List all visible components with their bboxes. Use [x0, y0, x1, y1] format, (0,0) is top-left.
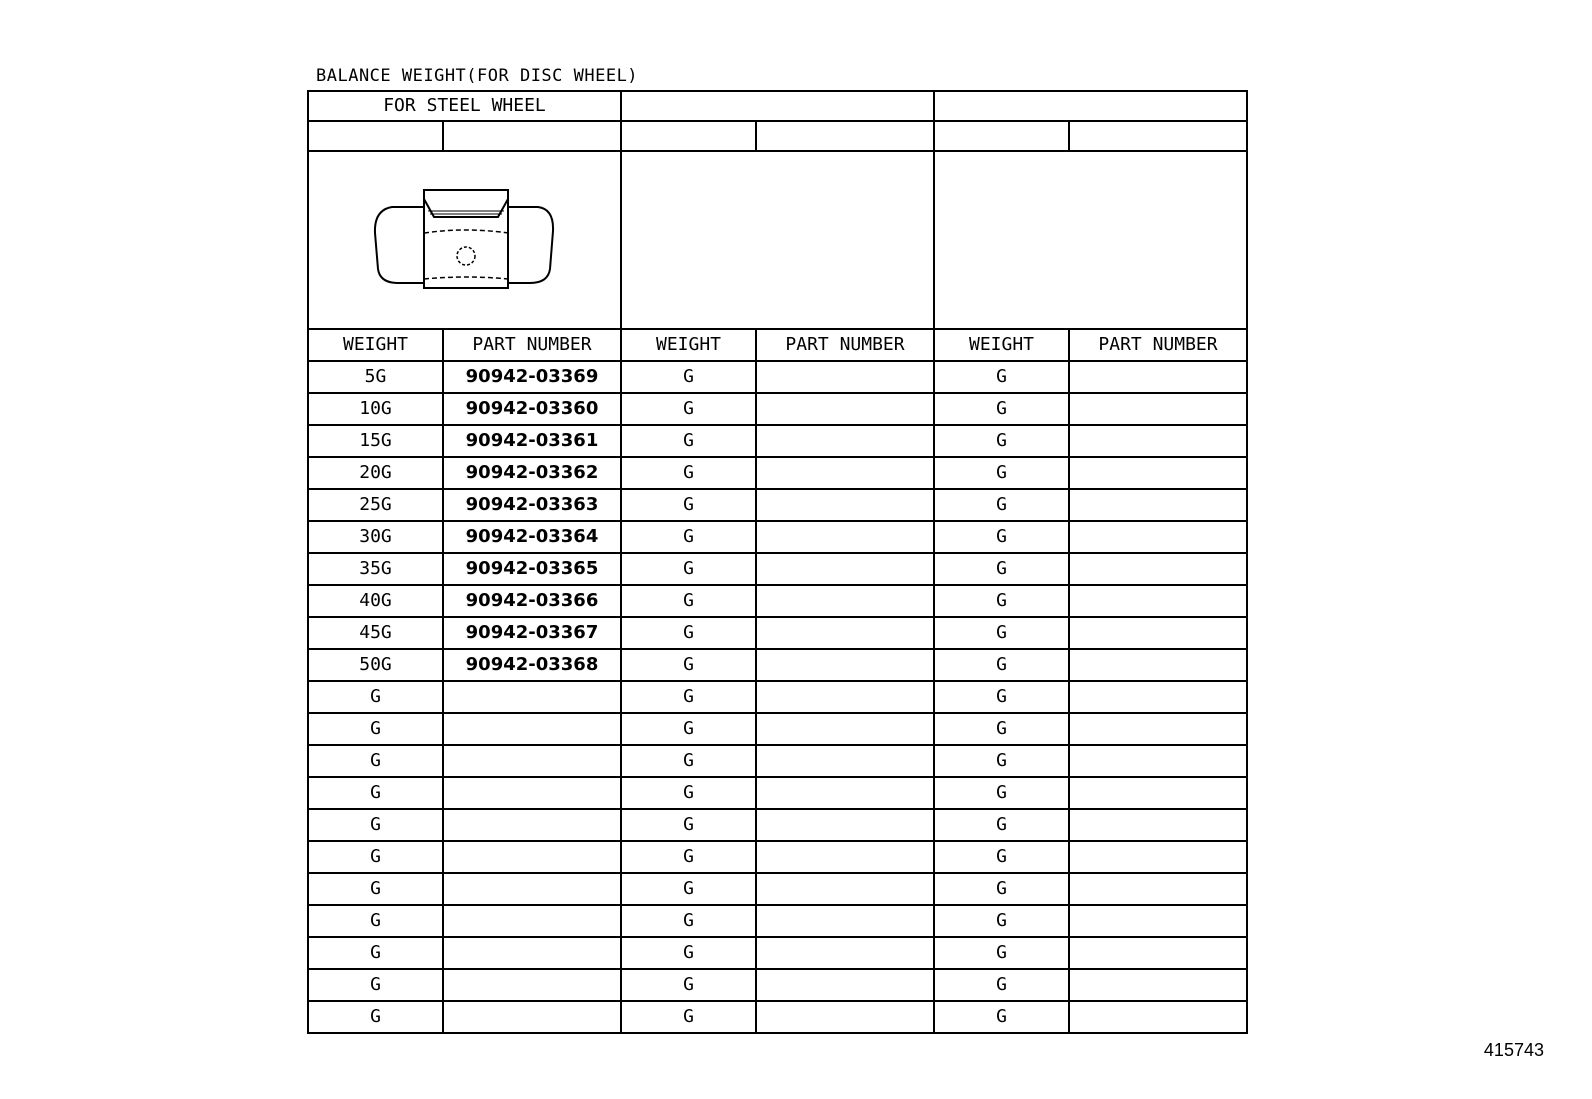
- part-number-cell: [1069, 841, 1247, 873]
- weight-cell: G: [308, 713, 443, 745]
- balance-weight-table: [307, 90, 1248, 1034]
- part-number-cell: [443, 681, 621, 713]
- part-number-cell: 90942-03364: [443, 521, 621, 553]
- part-number-cell: [1069, 393, 1247, 425]
- part-number-cell: [756, 841, 934, 873]
- part-number-cell: [1069, 361, 1247, 393]
- weight-cell: G: [621, 489, 756, 521]
- part-number-cell: 90942-03368: [443, 649, 621, 681]
- column-header-part-number: PART NUMBER: [443, 329, 621, 361]
- part-number-cell: [1069, 713, 1247, 745]
- part-number-cell: [443, 809, 621, 841]
- part-number-cell: [1069, 777, 1247, 809]
- table-row: [308, 777, 1247, 809]
- part-number-cell: [443, 777, 621, 809]
- part-number-cell: [756, 393, 934, 425]
- weight-cell: 50G: [308, 649, 443, 681]
- weight-cell: G: [308, 841, 443, 873]
- group-label-2: [621, 91, 934, 121]
- part-number-cell: 90942-03363: [443, 489, 621, 521]
- weight-cell: G: [934, 905, 1069, 937]
- table-row: [308, 969, 1247, 1001]
- weight-cell: G: [934, 585, 1069, 617]
- weight-cell: G: [621, 809, 756, 841]
- weight-cell: G: [621, 905, 756, 937]
- part-number-cell: [1069, 425, 1247, 457]
- sub-cell: [756, 121, 934, 151]
- part-number-cell: 90942-03365: [443, 553, 621, 585]
- part-number-cell: [443, 905, 621, 937]
- table-row: [308, 745, 1247, 777]
- part-number-cell: [756, 681, 934, 713]
- part-number-cell: [1069, 457, 1247, 489]
- weight-cell: G: [308, 1001, 443, 1033]
- table-row: [308, 521, 1247, 553]
- column-header-part-number: PART NUMBER: [756, 329, 934, 361]
- weight-cell: G: [621, 937, 756, 969]
- part-number-cell: [1069, 617, 1247, 649]
- table-row: [308, 937, 1247, 969]
- weight-cell: G: [308, 681, 443, 713]
- table-row: [308, 617, 1247, 649]
- sub-cell: [308, 121, 443, 151]
- table-row: [308, 905, 1247, 937]
- group-label-3: [934, 91, 1247, 121]
- weight-cell: G: [621, 585, 756, 617]
- part-number-cell: [756, 873, 934, 905]
- part-number-cell: [1069, 969, 1247, 1001]
- weight-cell: G: [934, 777, 1069, 809]
- sub-cell: [1069, 121, 1247, 151]
- weight-cell: G: [934, 809, 1069, 841]
- weight-cell: G: [934, 713, 1069, 745]
- part-number-cell: 90942-03366: [443, 585, 621, 617]
- balance-weight-clip-icon: [370, 185, 560, 295]
- weight-cell: G: [621, 521, 756, 553]
- weight-cell: G: [934, 617, 1069, 649]
- table-row: [308, 649, 1247, 681]
- weight-cell: G: [621, 841, 756, 873]
- weight-cell: G: [934, 457, 1069, 489]
- sub-cell: [443, 121, 621, 151]
- part-number-cell: [756, 361, 934, 393]
- part-number-cell: [443, 873, 621, 905]
- part-number-cell: 90942-03360: [443, 393, 621, 425]
- part-number-cell: 90942-03361: [443, 425, 621, 457]
- part-number-cell: [756, 649, 934, 681]
- weight-cell: G: [621, 969, 756, 1001]
- weight-cell: G: [621, 361, 756, 393]
- table-row: [308, 681, 1247, 713]
- column-header-weight: WEIGHT: [308, 329, 443, 361]
- part-number-cell: 90942-03369: [443, 361, 621, 393]
- part-number-cell: [443, 841, 621, 873]
- weight-cell: G: [308, 809, 443, 841]
- weight-cell: G: [934, 649, 1069, 681]
- table-row: [308, 1001, 1247, 1033]
- sub-cell: [621, 121, 756, 151]
- weight-cell: 10G: [308, 393, 443, 425]
- part-number-cell: [443, 969, 621, 1001]
- part-number-cell: [756, 937, 934, 969]
- weight-cell: G: [934, 937, 1069, 969]
- table-row: [308, 489, 1247, 521]
- weight-cell: G: [621, 649, 756, 681]
- weight-cell: 30G: [308, 521, 443, 553]
- document-id: 415743: [1483, 1040, 1544, 1060]
- weight-cell: G: [621, 617, 756, 649]
- weight-cell: G: [621, 745, 756, 777]
- table-row: [308, 873, 1247, 905]
- part-number-cell: [756, 1001, 934, 1033]
- part-number-cell: [1069, 937, 1247, 969]
- weight-cell: G: [621, 777, 756, 809]
- table-row: [308, 553, 1247, 585]
- weight-cell: G: [934, 393, 1069, 425]
- part-number-cell: [756, 489, 934, 521]
- part-number-cell: 90942-03362: [443, 457, 621, 489]
- part-number-cell: [1069, 905, 1247, 937]
- weight-cell: 35G: [308, 553, 443, 585]
- part-number-cell: [1069, 489, 1247, 521]
- part-number-cell: [756, 809, 934, 841]
- weight-cell: G: [621, 425, 756, 457]
- weight-cell: G: [934, 1001, 1069, 1033]
- illustration-row: [308, 151, 1247, 329]
- weight-cell: G: [934, 681, 1069, 713]
- table-row: [308, 809, 1247, 841]
- part-number-cell: [756, 713, 934, 745]
- weight-cell: G: [934, 489, 1069, 521]
- weight-cell: G: [621, 457, 756, 489]
- group-header-row: [308, 91, 1247, 121]
- part-number-cell: [1069, 585, 1247, 617]
- weight-cell: G: [621, 1001, 756, 1033]
- weight-cell: 5G: [308, 361, 443, 393]
- weight-cell: G: [934, 553, 1069, 585]
- weight-cell: G: [621, 393, 756, 425]
- part-number-cell: [1069, 809, 1247, 841]
- part-number-cell: [756, 425, 934, 457]
- illustration-cell-empty: [934, 151, 1247, 329]
- weight-cell: G: [934, 841, 1069, 873]
- weight-cell: G: [308, 969, 443, 1001]
- part-number-cell: [756, 745, 934, 777]
- part-number-cell: [443, 713, 621, 745]
- table-row: [308, 841, 1247, 873]
- column-header-part-number: PART NUMBER: [1069, 329, 1247, 361]
- part-number-cell: [1069, 1001, 1247, 1033]
- weight-cell: 45G: [308, 617, 443, 649]
- weight-cell: 40G: [308, 585, 443, 617]
- weight-cell: G: [308, 905, 443, 937]
- part-number-cell: [756, 585, 934, 617]
- part-number-cell: [1069, 681, 1247, 713]
- part-number-cell: [756, 969, 934, 1001]
- table-row: [308, 361, 1247, 393]
- weight-cell: G: [621, 681, 756, 713]
- weight-cell: G: [308, 745, 443, 777]
- weight-cell: G: [308, 777, 443, 809]
- table-row: [308, 713, 1247, 745]
- part-number-cell: [443, 937, 621, 969]
- part-number-cell: [756, 521, 934, 553]
- table-row: [308, 425, 1247, 457]
- column-header-weight: WEIGHT: [621, 329, 756, 361]
- weight-cell: G: [308, 873, 443, 905]
- weight-cell: G: [934, 521, 1069, 553]
- table-row: [308, 585, 1247, 617]
- weight-cell: 25G: [308, 489, 443, 521]
- part-number-cell: [756, 777, 934, 809]
- weight-cell: G: [934, 425, 1069, 457]
- table-row: [308, 457, 1247, 489]
- part-number-cell: [756, 617, 934, 649]
- part-number-cell: [1069, 649, 1247, 681]
- weight-cell: G: [934, 873, 1069, 905]
- sub-cell: [934, 121, 1069, 151]
- weight-cell: G: [934, 969, 1069, 1001]
- part-number-cell: [1069, 553, 1247, 585]
- part-number-cell: [1069, 521, 1247, 553]
- sub-header-row: [308, 121, 1247, 151]
- illustration-cell: [308, 151, 621, 329]
- part-number-cell: [1069, 745, 1247, 777]
- part-number-cell: [1069, 873, 1247, 905]
- part-number-cell: [756, 553, 934, 585]
- column-header-row: [308, 329, 1247, 361]
- weight-cell: G: [934, 361, 1069, 393]
- table-row: [308, 393, 1247, 425]
- weight-cell: G: [308, 937, 443, 969]
- part-number-cell: [756, 905, 934, 937]
- weight-cell: G: [621, 713, 756, 745]
- part-number-cell: [756, 457, 934, 489]
- document-title: BALANCE WEIGHT(FOR DISC WHEEL): [316, 66, 639, 86]
- part-number-cell: [443, 745, 621, 777]
- group-label-steel-wheel: FOR STEEL WHEEL: [308, 91, 621, 121]
- part-number-cell: 90942-03367: [443, 617, 621, 649]
- weight-cell: G: [621, 873, 756, 905]
- column-header-weight: WEIGHT: [934, 329, 1069, 361]
- part-number-cell: [443, 1001, 621, 1033]
- weight-cell: 15G: [308, 425, 443, 457]
- weight-cell: 20G: [308, 457, 443, 489]
- weight-cell: G: [934, 745, 1069, 777]
- weight-cell: G: [621, 553, 756, 585]
- illustration-cell-empty: [621, 151, 934, 329]
